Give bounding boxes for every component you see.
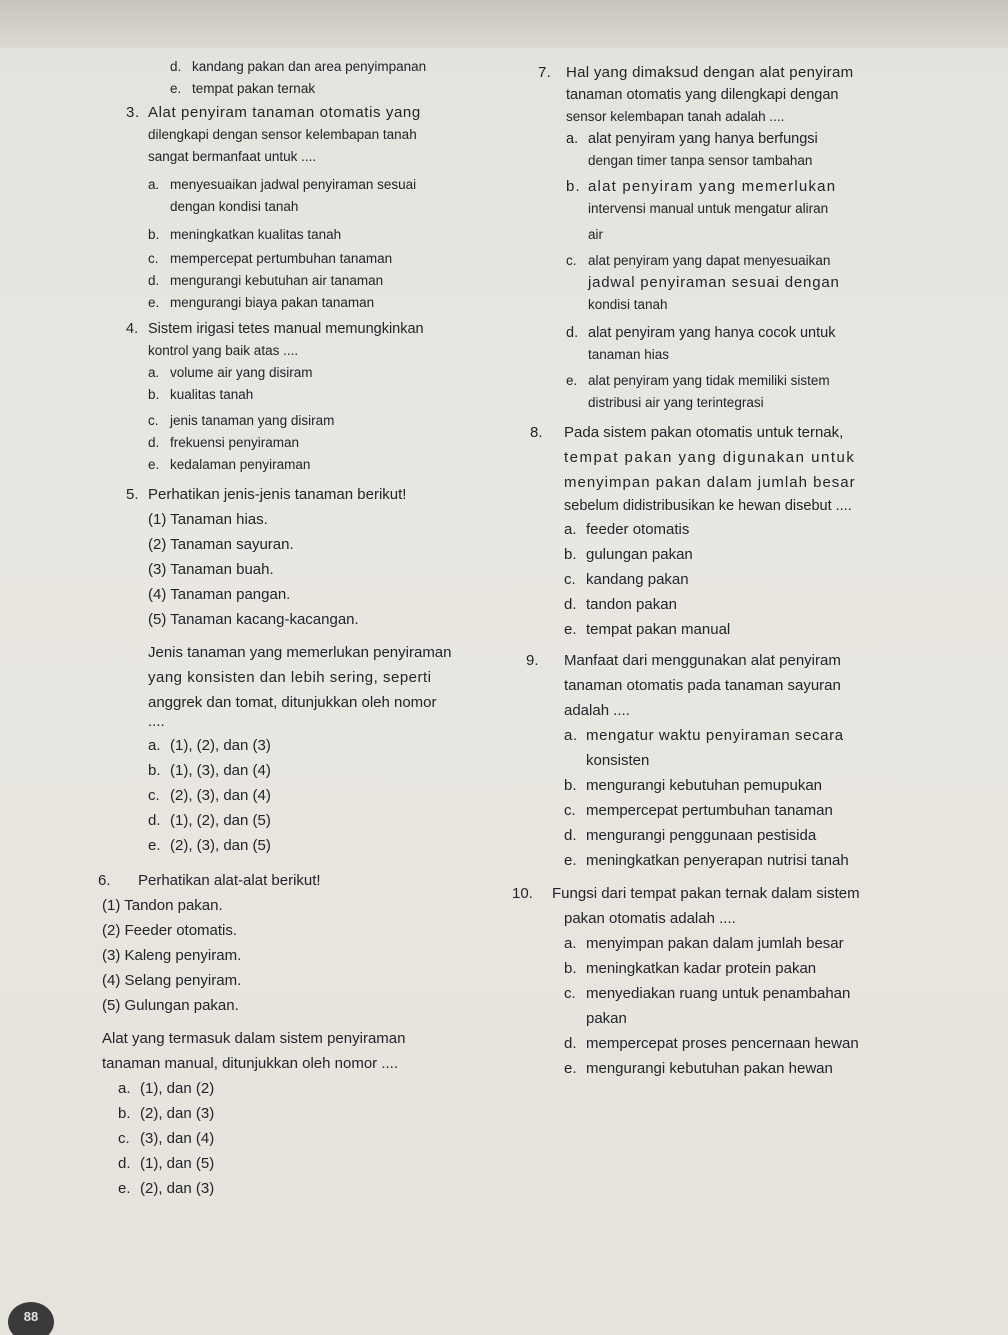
right-column	[512, 62, 971, 1081]
question-9: 9. Manfaat dari menggunakan alat penyiram tanaman otomatis pada tanaman sayuran adalah .... a. mengatur waktu penyiraman secara konsisten b. mengurangi kebutuhan pemupukan c. mempercepat pertumbuhan tanaman d. mengurangi penggunaan pestisida e. meningkatkan penyerapan nutrisi tanah	[526, 648, 971, 873]
q10-option-b: b. meningkatkan kadar protein pakan	[564, 960, 817, 977]
q5-option-e: e. (2), (3), dan (5)	[148, 837, 271, 854]
question-10: 10. Fungsi dari tempat pakan ternak dalam sistem pakan otomatis adalah .... a. menyimpan pakan dalam jumlah besar b. meningkatkan kadar protein pakan c. menyediakan ruang untuk penambahan pakan d. mempercepat proses pencernaan hewan e. mengurangi kebutuhan pakan hewan	[526, 881, 971, 1081]
q3-option-c: c. mempercepat pertumbuhan tanaman	[148, 251, 393, 266]
q3-option-e: e. mengurangi biaya pakan tanaman	[148, 295, 375, 310]
q5-item-2: (2) Tanaman sayuran.	[148, 536, 294, 553]
q6-item-1: (1) Tandon pakan.	[102, 897, 223, 914]
q3-option-d: d. mengurangi kebutuhan air tanaman	[148, 273, 384, 288]
q9-option-c: c. mempercepat pertumbuhan tanaman	[564, 802, 833, 819]
q8-option-a: a. feeder otomatis	[564, 521, 690, 538]
page-top-edge	[0, 0, 1008, 48]
q7-option-a: a. alat penyiram yang hanya berfungsi	[566, 131, 818, 147]
question-5: 5. Perhatikan jenis-jenis tanaman berikut! (1) Tanaman hias. (2) Tanaman sayuran. (3) Tanaman buah. (4) Tanaman pangan. (5) Tanaman kacang-kacangan. Jenis tanaman yang memerlukan penyiraman yang konsisten dan lebih sering, seperti anggrek dan tomat, ditunjukkan oleh nomor .... a. (1), (2), dan (3) b. (1), (3), dan (4) c. (2), (3), dan (4) d. (1), (2), dan (5) e. (2), (3), dan (5)	[118, 482, 518, 858]
q9-option-e: e. meningkatkan penyerapan nutrisi tanah	[564, 852, 849, 869]
q4-option-a: a. volume air yang disiram	[148, 365, 313, 380]
question-6: 6. Perhatikan alat-alat berikut! (1) Tandon pakan. (2) Feeder otomatis. (3) Kaleng penyiram. (4) Selang penyiram. (5) Gulungan pakan. Alat yang termasuk dalam sistem penyiraman tanaman manual, ditunjukkan oleh nomor .... a. (1), dan (2) b. (2), dan (3) c. (3), dan (4) d. (1), dan (5) e. (2), dan (3)	[118, 868, 518, 1201]
q8-option-b: b. gulungan pakan	[564, 546, 693, 563]
q6-option-e: e. (2), dan (3)	[118, 1180, 215, 1197]
q8-option-e: e. tempat pakan manual	[564, 621, 731, 638]
q6-item-4: (4) Selang penyiram.	[102, 972, 242, 989]
q5-item-5: (5) Tanaman kacang-kacangan.	[148, 611, 359, 628]
q3-option-a: a. menyesuaikan jadwal penyiraman sesuai	[148, 177, 417, 192]
q6-item-3: (3) Kaleng penyiram.	[102, 947, 242, 964]
q10-option-d: d. mempercepat proses pencernaan hewan	[564, 1035, 859, 1052]
q5-item-4: (4) Tanaman pangan.	[148, 586, 291, 603]
q5-item-3: (3) Tanaman buah.	[148, 561, 274, 578]
q5-option-d: d. (1), (2), dan (5)	[148, 812, 271, 829]
prev-option-e: e. tempat pakan ternak	[170, 81, 316, 96]
q7-option-c: c. alat penyiram yang dapat menyesuaikan	[566, 253, 831, 268]
q6-option-b: b. (2), dan (3)	[118, 1105, 215, 1122]
q8-option-d: d. tandon pakan	[564, 596, 677, 613]
q7-option-d: d. alat penyiram yang hanya cocok untuk	[566, 325, 836, 341]
q6-option-a: a. (1), dan (2)	[118, 1080, 215, 1097]
q3-option-b: b. meningkatkan kualitas tanah	[148, 227, 342, 242]
q6-option-d: d. (1), dan (5)	[118, 1155, 215, 1172]
q6-option-c: c. (3), dan (4)	[118, 1130, 215, 1147]
q6-item-2: (2) Feeder otomatis.	[102, 922, 238, 939]
q4-option-d: d. frekuensi penyiraman	[148, 435, 300, 450]
q4-option-b: b. kualitas tanah	[148, 387, 254, 402]
q6-item-5: (5) Gulungan pakan.	[102, 997, 239, 1014]
q9-option-d: d. mengurangi penggunaan pestisida	[564, 827, 817, 844]
question-4: 4. Sistem irigasi tetes manual memungkinkan kontrol yang baik atas .... a. volume air yang disiram b. kualitas tanah c. jenis tanaman yang disiram d. frekuensi penyiraman e. kedalaman penyiraman	[118, 318, 518, 476]
q10-option-e: e. mengurangi kebutuhan pakan hewan	[564, 1060, 833, 1077]
question-7: 7. Hal yang dimaksud dengan alat penyiram tanaman otomatis yang dilengkapi dengan sensor kelembapan tanah adalah .... a. alat penyiram yang hanya berfungsi dengan timer tanpa sensor tambahan b. alat penyiram yang memerlukan intervensi manual untuk mengatur aliran air c. alat penyiram yang dapat menyesuaikan jadwal penyiraman sesuai dengan kondisi tanah d. alat penyiram yang hanya cocok untuk tanaman hias e. alat penyiram yang tidak memiliki sistem distribusi air yang terintegrasi	[526, 62, 971, 414]
q5-item-1: (1) Tanaman hias.	[148, 511, 268, 528]
question-8: 8. Pada sistem pakan otomatis untuk ternak, tempat pakan yang digunakan untuk menyimpan pakan dalam jumlah besar sebelum didistribusikan ke hewan disebut .... a. feeder otomatis b. gulungan pakan c. kandang pakan d. tandon pakan e. tempat pakan manual	[526, 420, 971, 642]
q4-option-e: e. kedalaman penyiraman	[148, 457, 311, 472]
q5-option-b: b. (1), (3), dan (4)	[148, 762, 271, 779]
q5-option-a: a. (1), (2), dan (3)	[148, 737, 271, 754]
q10-option-c: c. menyediakan ruang untuk penambahan	[564, 985, 851, 1002]
q9-option-b: b. mengurangi kebutuhan pemupukan	[564, 777, 823, 794]
question-3: 3. Alat penyiram tanaman otomatis yang dilengkapi dengan sensor kelembapan tanah sangat bermanfaat untuk .... a. menyesuaikan jadwal penyiraman sesuai dengan kondisi tanah b. meningkatkan kualitas tanah c. mempercepat pertumbuhan tanaman d. mengurangi kebutuhan air tanaman e. mengurangi biaya pakan tanaman	[118, 102, 518, 314]
q7-option-b: b. alat penyiram yang memerlukan	[566, 178, 837, 195]
q8-option-c: c. kandang pakan	[564, 571, 689, 588]
left-column	[98, 56, 518, 1201]
q7-option-e: e. alat penyiram yang tidak memiliki sistem	[566, 373, 830, 388]
q9-option-a: a. mengatur waktu penyiraman secara	[564, 727, 844, 744]
q4-option-c: c. jenis tanaman yang disiram	[148, 413, 335, 428]
prev-option-d: d. kandang pakan dan area penyimpanan	[170, 59, 427, 74]
q10-option-a: a. menyimpan pakan dalam jumlah besar	[564, 935, 844, 952]
q5-option-c: c. (2), (3), dan (4)	[148, 787, 271, 804]
page-number: 88	[8, 1302, 54, 1335]
